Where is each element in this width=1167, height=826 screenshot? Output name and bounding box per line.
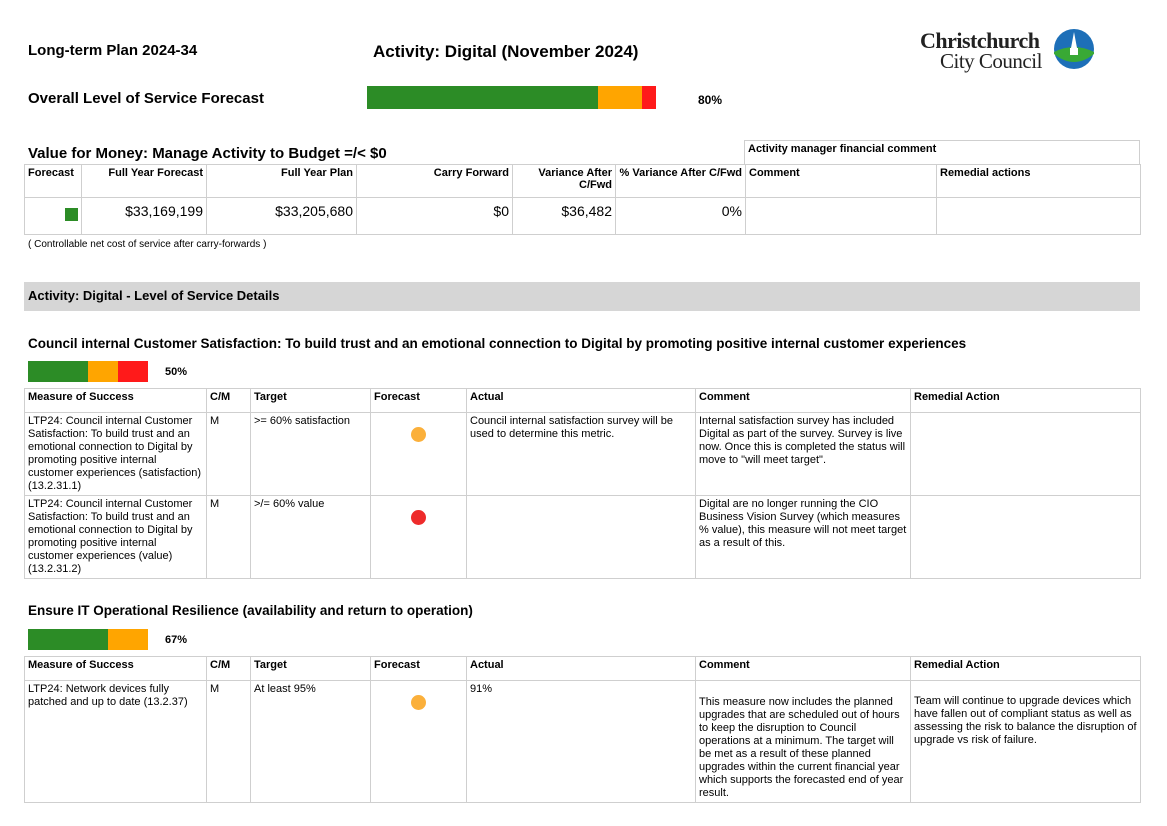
bar-green xyxy=(367,86,598,109)
vfm-forecast-indicator xyxy=(25,198,82,235)
measure-cell: LTP24: Network devices fully patched and up to date (13.2.37) xyxy=(25,681,207,803)
council-logo xyxy=(920,28,1100,72)
header-comment: Comment xyxy=(696,389,911,413)
overall-label: Overall Level of Service Forecast xyxy=(28,90,264,107)
cathedral-spire-icon xyxy=(1053,28,1095,70)
plan-title: Long-term Plan 2024-34 xyxy=(28,42,198,59)
vfm-remedial xyxy=(937,198,1141,235)
financial-comment-header-table xyxy=(744,140,1140,164)
resilience-forecast-bar xyxy=(28,629,148,650)
resilience-percent: 67% xyxy=(165,634,188,646)
satisfaction-forecast-bar xyxy=(28,361,148,382)
table-row xyxy=(25,496,1141,579)
remedial-cell: Team will continue to upgrade devices which have fallen out of compliant status as well as assessing the risk to balance the disruption of upgrade vs risk of failure. xyxy=(911,681,1141,803)
vfm-pct-variance: 0% xyxy=(616,198,746,235)
actual-cell xyxy=(467,496,696,579)
header-target: Target xyxy=(251,389,371,413)
overall-forecast-bar xyxy=(367,86,656,109)
financial-comment-header: Activity manager financial comment xyxy=(745,141,1140,165)
vfm-header-variance: Variance After C/Fwd xyxy=(513,165,616,198)
resilience-table xyxy=(24,656,1141,803)
header-remedial: Remedial Action xyxy=(911,389,1141,413)
header-remedial: Remedial Action xyxy=(911,657,1141,681)
section-title-resilience: Ensure IT Operational Resilience (availability and return to operation) xyxy=(28,603,473,618)
vfm-header-carry-forward: Carry Forward xyxy=(357,165,513,198)
bar-green xyxy=(28,361,88,382)
cm-cell: M xyxy=(207,413,251,496)
logo-line1: Christchurch xyxy=(920,28,1040,53)
bar-amber xyxy=(598,86,641,109)
vfm-title: Value for Money: Manage Activity to Budget =/< $0 xyxy=(28,145,387,162)
logo-line2: City Council xyxy=(940,49,1042,73)
actual-cell: 91% xyxy=(467,681,696,803)
vfm-note: ( Controllable net cost of service after carry-forwards ) xyxy=(28,239,267,250)
forecast-cell xyxy=(371,496,467,579)
table-row xyxy=(25,681,1141,803)
header-cm: C/M xyxy=(207,389,251,413)
vfm-header-full-year-forecast: Full Year Forecast xyxy=(82,165,207,198)
green-square-icon xyxy=(65,208,78,221)
satisfaction-table xyxy=(24,388,1141,579)
bar-amber xyxy=(108,629,148,650)
header-actual: Actual xyxy=(467,389,696,413)
bar-red xyxy=(118,361,148,382)
vfm-header-pct-variance: % Variance After C/Fwd xyxy=(616,165,746,198)
overall-percent: 80% xyxy=(698,93,723,107)
vfm-header-forecast: Forecast xyxy=(25,165,82,198)
header-forecast: Forecast xyxy=(371,389,467,413)
comment-cell: This measure now includes the planned upgrades that are scheduled out of hours to keep the disruption to Council operations at a minimum. The target will be met as a result of these planned upgrades within the current financial year which supports the forecasted end of year result. xyxy=(696,681,911,803)
amber-status-dot-icon xyxy=(411,695,426,710)
amber-status-dot-icon xyxy=(411,427,426,442)
red-status-dot-icon xyxy=(411,510,426,525)
vfm-full-year-forecast: $33,169,199 xyxy=(82,198,207,235)
cm-cell: M xyxy=(207,496,251,579)
remedial-cell xyxy=(911,496,1141,579)
target-cell: >/= 60% value xyxy=(251,496,371,579)
vfm-carry-forward: $0 xyxy=(357,198,513,235)
los-details-banner xyxy=(24,282,1140,311)
header-measure: Measure of Success xyxy=(25,657,207,681)
remedial-cell xyxy=(911,413,1141,496)
los-details-banner-text: Activity: Digital - Level of Service Details xyxy=(28,288,280,303)
target-cell: >= 60% satisfaction xyxy=(251,413,371,496)
vfm-full-year-plan: $33,205,680 xyxy=(207,198,357,235)
satisfaction-percent: 50% xyxy=(165,366,188,378)
vfm-table xyxy=(24,164,1141,235)
bar-red xyxy=(642,86,656,109)
forecast-cell xyxy=(371,413,467,496)
header-cm: C/M xyxy=(207,657,251,681)
measure-cell: LTP24: Council internal Customer Satisfaction: To build trust and an emotional connection to Digital by promoting positive internal customer experiences (satisfaction) (13.2.31.1) xyxy=(25,413,207,496)
vfm-header-remedial: Remedial actions xyxy=(937,165,1141,198)
table-row xyxy=(25,413,1141,496)
measure-cell: LTP24: Council internal Customer Satisfaction: To build trust and an emotional connection to Digital by promoting positive internal customer experiences (value) (13.2.31.2) xyxy=(25,496,207,579)
vfm-header-comment: Comment xyxy=(746,165,937,198)
header-target: Target xyxy=(251,657,371,681)
bar-green xyxy=(28,629,108,650)
vfm-comment xyxy=(746,198,937,235)
comment-cell: Internal satisfaction survey has included Digital as part of the survey. Survey is live now. Once this is completed the status will move to "will meet target". xyxy=(696,413,911,496)
comment-cell: Digital are no longer running the CIO Business Vision Survey (which measures % value), this measure will not meet target as a result of this. xyxy=(696,496,911,579)
section-title-satisfaction: Council internal Customer Satisfaction: To build trust and an emotional connection to Digital by promoting positive internal customer experiences xyxy=(28,336,967,351)
vfm-header-full-year-plan: Full Year Plan xyxy=(207,165,357,198)
header-measure: Measure of Success xyxy=(25,389,207,413)
header-actual: Actual xyxy=(467,657,696,681)
header-forecast: Forecast xyxy=(371,657,467,681)
target-cell: At least 95% xyxy=(251,681,371,803)
actual-cell: Council internal satisfaction survey will be used to determine this metric. xyxy=(467,413,696,496)
vfm-variance: $36,482 xyxy=(513,198,616,235)
cm-cell: M xyxy=(207,681,251,803)
header-comment: Comment xyxy=(696,657,911,681)
forecast-cell xyxy=(371,681,467,803)
activity-title: Activity: Digital (November 2024) xyxy=(373,42,639,61)
bar-amber xyxy=(88,361,118,382)
